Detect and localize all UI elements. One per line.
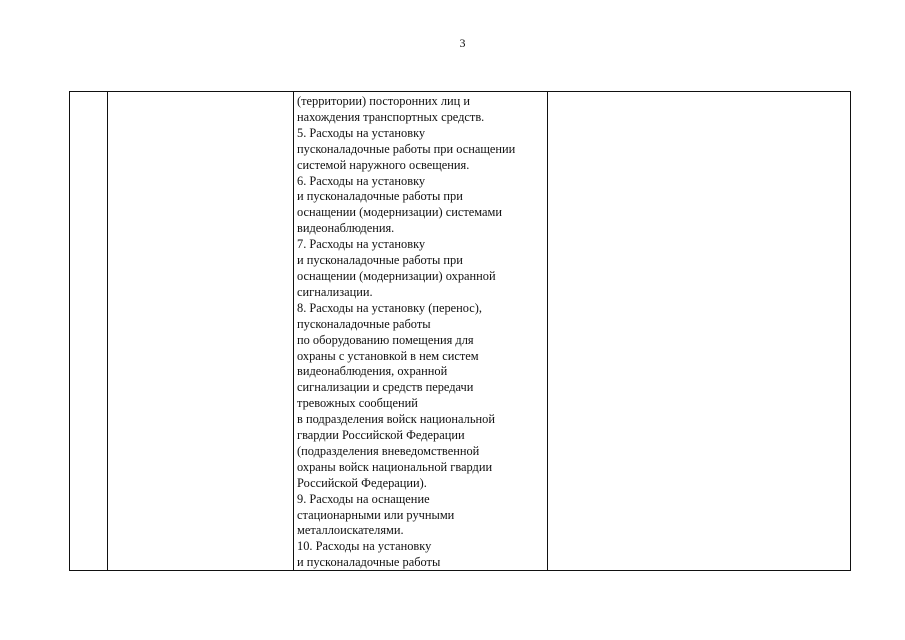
cell-text-line: нахождения транспортных средств. — [297, 109, 485, 124]
cell-text-line: системой наружного освещения. — [297, 157, 470, 172]
cell-text-line: гвардии Российской Федерации — [297, 428, 465, 443]
page-number: 3 — [459, 36, 466, 50]
cell-text-line: оснащении (модернизации) охранной — [297, 268, 496, 283]
document-table — [69, 91, 851, 571]
cell-text-line: оснащении (модернизации) системами — [297, 205, 503, 220]
cell-text-line: 6. Расходы на установку — [297, 173, 426, 188]
cell-text-line: 9. Расходы на оснащение — [297, 491, 430, 506]
cell-text-line: стационарными или ручными — [297, 507, 455, 522]
cell-text-line: и пусконаладочные работы — [297, 555, 441, 570]
cell-text-line: 10. Расходы на установку — [297, 539, 432, 554]
cell-text-line: видеонаблюдения. — [297, 221, 395, 236]
cell-text-line: и пусконаладочные работы при — [297, 189, 463, 204]
column-divider-3 — [547, 92, 548, 570]
expenses-cell-text — [297, 94, 547, 571]
cell-text-line: по оборудованию помещения для — [297, 332, 474, 347]
cell-text-line: и пусконаладочные работы при — [297, 253, 463, 268]
cell-text-line: 7. Расходы на установку — [297, 237, 426, 252]
cell-text-line: охраны войск национальной гвардии — [297, 459, 493, 474]
cell-text-line: Российской Федерации). — [297, 475, 427, 490]
cell-text-line: 5. Расходы на установку — [297, 125, 426, 140]
cell-text-line: (территории) посторонних лиц и — [297, 94, 471, 108]
column-divider-2 — [293, 92, 294, 570]
cell-text-line: 8. Расходы на установку (перенос), — [297, 300, 483, 315]
cell-text-line: сигнализации. — [297, 284, 373, 299]
cell-text-line: пусконаладочные работы при оснащении — [297, 141, 516, 156]
cell-text-line: сигнализации и средств передачи — [297, 380, 474, 395]
cell-text-line: металлоискателями. — [297, 523, 404, 538]
cell-text-line: охраны с установкой в нем систем — [297, 348, 479, 363]
cell-text-line: тревожных сообщений — [297, 396, 418, 411]
cell-text-line: пусконаладочные работы — [297, 316, 431, 331]
column-divider-1 — [107, 92, 108, 570]
cell-text-line: видеонаблюдения, охранной — [297, 364, 448, 379]
cell-text-line: (подразделения вневедомственной — [297, 443, 480, 458]
cell-text-line: в подразделения войск национальной — [297, 412, 495, 427]
